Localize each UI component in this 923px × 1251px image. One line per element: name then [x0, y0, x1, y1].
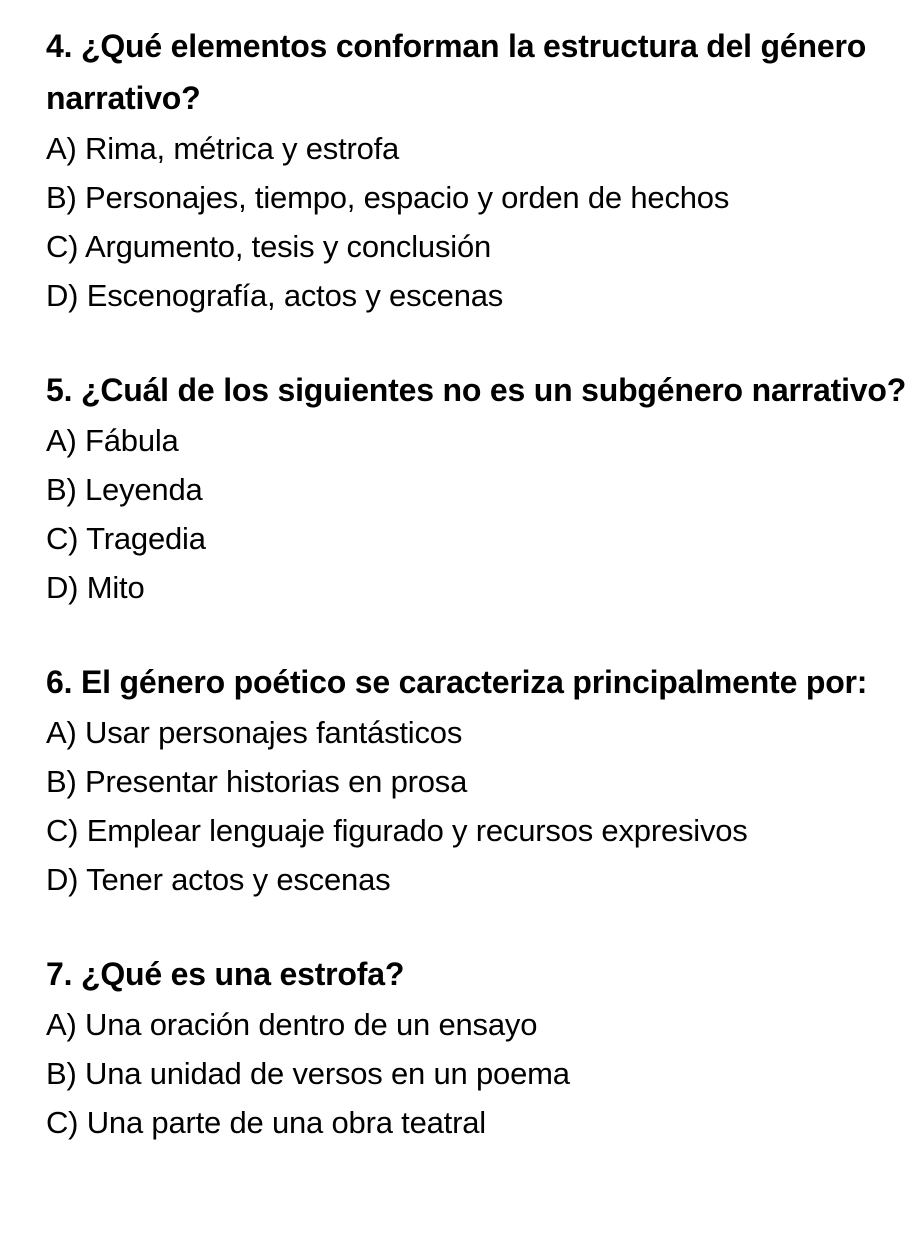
options-list [46, 1000, 916, 1147]
question-title: 7. ¿Qué es una estrofa? [46, 956, 405, 992]
question-4 [46, 20, 916, 320]
option-d: D) Escenografía, actos y escenas [46, 278, 504, 313]
question-7 [46, 948, 916, 1147]
option-c: C) Emplear lenguaje figurado y recursos expresivos [46, 813, 748, 848]
option-b: B) Leyenda [46, 472, 203, 507]
option-b: B) Personajes, tiempo, espacio y orden de hechos [46, 180, 730, 215]
question-title: 5. ¿Cuál de los siguientes no es un subgénero narrativo? [46, 372, 907, 408]
spacer [46, 320, 916, 364]
option-c: C) Tragedia [46, 521, 206, 556]
question-title: 6. El género poético se caracteriza principalmente por: [46, 664, 868, 700]
option-b: B) Presentar historias en prosa [46, 764, 468, 799]
spacer [46, 904, 916, 948]
quiz-page [46, 20, 916, 1147]
question-title: 4. ¿Qué elementos conforman la estructura del género narrativo? [46, 28, 867, 116]
options-list [46, 124, 916, 320]
options-list [46, 708, 916, 904]
option-b: B) Una unidad de versos en un poema [46, 1056, 570, 1091]
option-a: A) Fábula [46, 423, 179, 458]
option-a: A) Usar personajes fantásticos [46, 715, 463, 750]
option-a: A) Una oración dentro de un ensayo [46, 1007, 538, 1042]
option-c: C) Una parte de una obra teatral [46, 1105, 486, 1140]
question-5 [46, 364, 916, 612]
spacer [46, 612, 916, 656]
question-6 [46, 656, 916, 904]
option-d: D) Tener actos y escenas [46, 862, 391, 897]
option-a: A) Rima, métrica y estrofa [46, 131, 400, 166]
options-list [46, 416, 916, 612]
option-d: D) Mito [46, 570, 145, 605]
option-c: C) Argumento, tesis y conclusión [46, 229, 492, 264]
